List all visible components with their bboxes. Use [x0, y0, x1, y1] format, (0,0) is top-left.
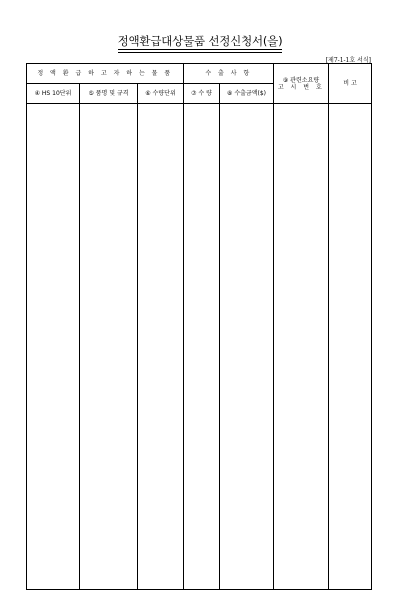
related-notice-line2: 고 시 번 호	[277, 83, 325, 91]
goods-group-header: 정 액 환 급 하 고 자 하 는 물 품	[27, 64, 184, 84]
form-title: 정액환급대상물품 선정신청서(을)	[117, 34, 283, 48]
export-amount-cell[interactable]	[220, 104, 274, 590]
form-number: [제7-1-1호 서식]	[325, 57, 371, 64]
related-notice-line1: ⑨ 관련소요량	[282, 76, 320, 84]
related-notice-header	[274, 64, 329, 104]
related-notice-cell[interactable]	[274, 104, 329, 590]
name-spec-cell[interactable]	[80, 104, 138, 590]
hs-code-header: ④ HS 10단위	[27, 84, 80, 104]
name-spec-header: ⑤ 품명 및 규격	[80, 84, 138, 104]
application-table	[26, 63, 372, 590]
hs-code-cell[interactable]	[27, 104, 80, 590]
remarks-header: 비 고	[329, 64, 372, 104]
unit-header: ⑥ 수량단위	[138, 84, 184, 104]
export-group-header: 수 출 사 항	[184, 64, 274, 84]
unit-cell[interactable]	[138, 104, 184, 590]
remarks-cell[interactable]	[329, 104, 372, 590]
export-amount-header: ⑧ 수출금액($)	[220, 84, 274, 104]
quantity-header: ⑦ 수 량	[184, 84, 220, 104]
quantity-cell[interactable]	[184, 104, 220, 590]
